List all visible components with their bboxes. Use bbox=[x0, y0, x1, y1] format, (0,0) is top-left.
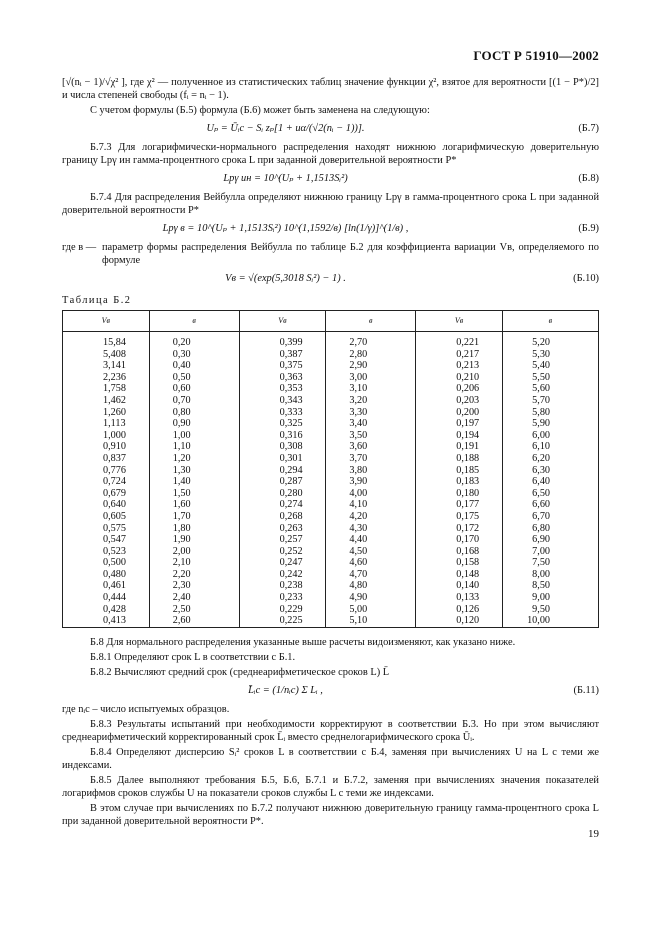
table-cell: 0,194 bbox=[416, 430, 503, 442]
table-cell: 0,287 bbox=[239, 476, 326, 488]
table-row bbox=[63, 453, 599, 465]
table-cell: 3,30 bbox=[326, 407, 416, 419]
table-row bbox=[63, 546, 599, 558]
formula-number: (Б.11) bbox=[573, 684, 599, 696]
table-cell: 0,316 bbox=[239, 430, 326, 442]
weibull-table bbox=[62, 310, 599, 628]
table-cell: 0,375 bbox=[239, 360, 326, 372]
table-cell: 3,90 bbox=[326, 476, 416, 488]
table-cell: 0,225 bbox=[239, 615, 326, 627]
table-cell: 2,50 bbox=[149, 604, 239, 616]
table-cell: 0,206 bbox=[416, 383, 503, 395]
table-cell: 0,229 bbox=[239, 604, 326, 616]
header-cell: Vв bbox=[63, 311, 150, 332]
table-cell: 3,60 bbox=[326, 441, 416, 453]
table-caption: Таблица Б.2 bbox=[62, 295, 132, 306]
table-cell: 0,242 bbox=[239, 569, 326, 581]
table-cell: 5,60 bbox=[502, 383, 598, 395]
table-cell: 0,126 bbox=[416, 604, 503, 616]
table-row bbox=[63, 499, 599, 511]
table-row bbox=[63, 372, 599, 384]
formula-expression: Uₚ = Ūᵢc − Sᵢ zₚ[1 + uα/(√2(nᵢ − 1))]. bbox=[206, 123, 365, 134]
table-row bbox=[63, 383, 599, 395]
table-cell: 0,399 bbox=[239, 332, 326, 349]
formula-b9 bbox=[62, 220, 599, 238]
table-cell: 2,10 bbox=[149, 557, 239, 569]
table-cell: 0,274 bbox=[239, 499, 326, 511]
table-row bbox=[63, 580, 599, 592]
table-row bbox=[63, 418, 599, 430]
table-cell: 0,776 bbox=[63, 465, 150, 477]
table-cell: 0,183 bbox=[416, 476, 503, 488]
formula-expression: Vв = √(exp(5,3018 Sᵢ²) − 1) . bbox=[225, 273, 346, 284]
table-cell: 0,444 bbox=[63, 592, 150, 604]
table-cell: 15,84 bbox=[63, 332, 150, 349]
table-cell: 0,257 bbox=[239, 534, 326, 546]
table-cell: 0,175 bbox=[416, 511, 503, 523]
table-cell: 0,363 bbox=[239, 372, 326, 384]
table-cell: 1,000 bbox=[63, 430, 150, 442]
table-cell: 0,210 bbox=[416, 372, 503, 384]
header-cell: в bbox=[326, 311, 416, 332]
table-cell: 0,247 bbox=[239, 557, 326, 569]
header-cell: Vв bbox=[239, 311, 326, 332]
table-cell: 0,200 bbox=[416, 407, 503, 419]
table-cell: 0,353 bbox=[239, 383, 326, 395]
intro-replacement-text: С учетом формулы (Б.5) формула (Б.6) может быть заменена на следующую: bbox=[90, 105, 430, 116]
table-cell: 2,236 bbox=[63, 372, 150, 384]
table-cell: 0,217 bbox=[416, 349, 503, 361]
table-cell: 4,80 bbox=[326, 580, 416, 592]
table-row bbox=[63, 569, 599, 581]
table-cell: 0,60 bbox=[149, 383, 239, 395]
table-cell: 1,10 bbox=[149, 441, 239, 453]
table-cell: 0,333 bbox=[239, 407, 326, 419]
table-cell: 5,80 bbox=[502, 407, 598, 419]
table-cell: 0,500 bbox=[63, 557, 150, 569]
table-cell: 3,20 bbox=[326, 395, 416, 407]
table-cell: 5,10 bbox=[326, 615, 416, 627]
section-b84: Б.8.4 Определяют дисперсию Sᵢ² сроков L в соответствии с Б.4, заменяя при вычислениях U на L с теми же индексами. bbox=[62, 746, 599, 771]
table-cell: 4,50 bbox=[326, 546, 416, 558]
formula-number: (Б.7) bbox=[578, 123, 599, 134]
section-b82: Б.8.2 Вычисляют средний срок (среднеарифметическое сроков L) L̄ bbox=[90, 666, 390, 678]
table-cell: 3,70 bbox=[326, 453, 416, 465]
table-cell: 0,428 bbox=[63, 604, 150, 616]
table-cell: 0,177 bbox=[416, 499, 503, 511]
formula-b8 bbox=[62, 170, 599, 188]
table-cell: 0,188 bbox=[416, 453, 503, 465]
table-cell: 0,140 bbox=[416, 580, 503, 592]
table-row bbox=[63, 523, 599, 535]
table-cell: 0,461 bbox=[63, 580, 150, 592]
table-cell: 0,301 bbox=[239, 453, 326, 465]
table-cell: 0,605 bbox=[63, 511, 150, 523]
table-cell: 5,70 bbox=[502, 395, 598, 407]
table-cell: 5,50 bbox=[502, 372, 598, 384]
table-cell: 5,40 bbox=[502, 360, 598, 372]
table-cell: 0,679 bbox=[63, 488, 150, 500]
table-cell: 1,260 bbox=[63, 407, 150, 419]
table-cell: 6,50 bbox=[502, 488, 598, 500]
table-cell: 3,00 bbox=[326, 372, 416, 384]
table-cell: 2,20 bbox=[149, 569, 239, 581]
table-cell: 9,00 bbox=[502, 592, 598, 604]
table-cell: 3,141 bbox=[63, 360, 150, 372]
table-cell: 4,70 bbox=[326, 569, 416, 581]
table-row bbox=[63, 604, 599, 616]
table-cell: 0,221 bbox=[416, 332, 503, 349]
table-cell: 0,20 bbox=[149, 332, 239, 349]
table-cell: 4,90 bbox=[326, 592, 416, 604]
formula-number: (Б.9) bbox=[578, 223, 599, 234]
table-cell: 2,70 bbox=[326, 332, 416, 349]
table-cell: 0,30 bbox=[149, 349, 239, 361]
table-row bbox=[63, 557, 599, 569]
table-cell: 0,50 bbox=[149, 372, 239, 384]
table-row bbox=[63, 615, 599, 627]
table-cell: 0,133 bbox=[416, 592, 503, 604]
table-cell: 2,90 bbox=[326, 360, 416, 372]
table-cell: 4,20 bbox=[326, 511, 416, 523]
table-cell: 0,387 bbox=[239, 349, 326, 361]
table-cell: 0,170 bbox=[416, 534, 503, 546]
table-cell: 7,50 bbox=[502, 557, 598, 569]
formula-b10 bbox=[62, 270, 599, 288]
formula-expression: Lpγ в = 10^(Uₚ + 1,1513Sᵢ²) 10^(1,1592/в) [ln(1/γ)]^(1/в) , bbox=[162, 223, 409, 234]
definition-text: параметр формы распределения Вейбулла по таблице Б.2 для коэффициента вариации Vв, определяемого по формуле bbox=[102, 242, 599, 266]
table-cell: 1,00 bbox=[149, 430, 239, 442]
table-cell: 0,90 bbox=[149, 418, 239, 430]
formula-expression: Lpγ ин = 10^(Uₚ + 1,1513Sᵢ²) bbox=[223, 173, 348, 184]
table-cell: 6,20 bbox=[502, 453, 598, 465]
table-cell: 0,575 bbox=[63, 523, 150, 535]
formula-number: (Б.8) bbox=[578, 173, 599, 184]
intro-paragraph: [√(nᵢ − 1)/√χ² ], где χ² — полученное из статистических таблиц значение функции χ², взятое для вероятности [(1 − P*)/2] и числа степеней свободы (fᵢ = nᵢ − 1). bbox=[62, 77, 599, 101]
table-row bbox=[63, 360, 599, 372]
table-cell: 8,00 bbox=[502, 569, 598, 581]
table-cell: 4,30 bbox=[326, 523, 416, 535]
table-cell: 1,20 bbox=[149, 453, 239, 465]
table-cell: 0,197 bbox=[416, 418, 503, 430]
table-cell: 0,837 bbox=[63, 453, 150, 465]
where-nic: где nᵢc – число испытуемых образцов. bbox=[62, 703, 230, 715]
table-cell: 1,80 bbox=[149, 523, 239, 535]
table-cell: 8,50 bbox=[502, 580, 598, 592]
page-number: 19 bbox=[588, 828, 599, 840]
header-cell: в bbox=[502, 311, 598, 332]
section-b81: Б.8.1 Определяют срок L в соответствии с Б.1. bbox=[90, 651, 296, 663]
table-cell: 0,343 bbox=[239, 395, 326, 407]
table-cell: 1,90 bbox=[149, 534, 239, 546]
table-cell: 4,60 bbox=[326, 557, 416, 569]
table-cell: 0,172 bbox=[416, 523, 503, 535]
table-header-row bbox=[63, 311, 599, 332]
table-cell: 5,20 bbox=[502, 332, 598, 349]
document-header: ГОСТ Р 51910—2002 bbox=[473, 48, 599, 63]
table-cell: 6,30 bbox=[502, 465, 598, 477]
table-cell: 3,80 bbox=[326, 465, 416, 477]
table-row bbox=[63, 534, 599, 546]
table-cell: 0,325 bbox=[239, 418, 326, 430]
table-cell: 3,10 bbox=[326, 383, 416, 395]
table-row bbox=[63, 511, 599, 523]
table-cell: 5,30 bbox=[502, 349, 598, 361]
table-cell: 1,30 bbox=[149, 465, 239, 477]
table-row bbox=[63, 476, 599, 488]
table-cell: 1,70 bbox=[149, 511, 239, 523]
table-cell: 0,480 bbox=[63, 569, 150, 581]
definition-term: где в — bbox=[62, 242, 97, 253]
table-cell: 0,413 bbox=[63, 615, 150, 627]
table-cell: 7,00 bbox=[502, 546, 598, 558]
table-cell: 0,180 bbox=[416, 488, 503, 500]
table-row bbox=[63, 332, 599, 349]
table-cell: 2,00 bbox=[149, 546, 239, 558]
final-paragraph: В этом случае при вычислениях по Б.7.2 получают нижнюю доверительную границу гамма-процентного срока L при заданной доверительной вероятности P*. bbox=[62, 802, 599, 827]
table-cell: 2,40 bbox=[149, 592, 239, 604]
table-cell: 6,00 bbox=[502, 430, 598, 442]
table-cell: 0,523 bbox=[63, 546, 150, 558]
table-cell: 0,185 bbox=[416, 465, 503, 477]
table-cell: 0,120 bbox=[416, 615, 503, 627]
table-cell: 5,00 bbox=[326, 604, 416, 616]
table-cell: 6,60 bbox=[502, 499, 598, 511]
formula-expression: L̄ᵢc = (1/nᵢc) Σ Lᵢ , bbox=[248, 684, 323, 696]
table-row bbox=[63, 592, 599, 604]
table-cell: 6,40 bbox=[502, 476, 598, 488]
page-body bbox=[62, 76, 599, 830]
section-b73: Б.7.3 Для логарифмически-нормального распределения находят нижнюю логарифмическую доверительную границу Lpγ ин гамма-процентного срока L при заданной доверительной вероятности P* bbox=[62, 142, 599, 166]
table-cell: 0,238 bbox=[239, 580, 326, 592]
table-cell: 3,50 bbox=[326, 430, 416, 442]
table-cell: 6,10 bbox=[502, 441, 598, 453]
table-cell: 2,30 bbox=[149, 580, 239, 592]
table-cell: 0,640 bbox=[63, 499, 150, 511]
table-cell: 3,40 bbox=[326, 418, 416, 430]
table-row bbox=[63, 349, 599, 361]
table-cell: 4,10 bbox=[326, 499, 416, 511]
header-cell: в bbox=[149, 311, 239, 332]
table-cell: 0,158 bbox=[416, 557, 503, 569]
table-cell: 4,40 bbox=[326, 534, 416, 546]
table-cell: 0,40 bbox=[149, 360, 239, 372]
table-cell: 0,294 bbox=[239, 465, 326, 477]
header-cell: Vв bbox=[416, 311, 503, 332]
table-cell: 0,910 bbox=[63, 441, 150, 453]
table-row bbox=[63, 430, 599, 442]
table-row bbox=[63, 488, 599, 500]
section-b74: Б.7.4 Для распределения Вейбулла определяют нижнюю границу Lpγ в гамма-процентного срока L при заданной доверительной вероятности P* bbox=[62, 192, 599, 216]
table-cell: 0,233 bbox=[239, 592, 326, 604]
table-cell: 1,462 bbox=[63, 395, 150, 407]
section-b85: Б.8.5 Далее выполняют требования Б.5, Б.6, Б.7.1 и Б.7.2, заменяя при вычислениях значения показателей логарифмов сроков службы U на показатели сроков службы L с теми же индексами. bbox=[62, 774, 599, 799]
table-cell: 9,50 bbox=[502, 604, 598, 616]
table-cell: 0,724 bbox=[63, 476, 150, 488]
table-cell: 0,547 bbox=[63, 534, 150, 546]
table-cell: 0,168 bbox=[416, 546, 503, 558]
section-b8: Б.8 Для нормального распределения указанные выше расчеты видоизменяют, как указано ниже. bbox=[90, 636, 516, 648]
table-row bbox=[63, 395, 599, 407]
table-cell: 1,40 bbox=[149, 476, 239, 488]
table-cell: 5,90 bbox=[502, 418, 598, 430]
definition-block bbox=[62, 241, 599, 267]
table-cell: 10,00 bbox=[502, 615, 598, 627]
table-cell: 0,252 bbox=[239, 546, 326, 558]
formula-b7 bbox=[62, 120, 599, 138]
table-cell: 0,80 bbox=[149, 407, 239, 419]
table-cell: 2,80 bbox=[326, 349, 416, 361]
table-cell: 0,70 bbox=[149, 395, 239, 407]
table-cell: 0,308 bbox=[239, 441, 326, 453]
table-row bbox=[63, 441, 599, 453]
table-cell: 1,50 bbox=[149, 488, 239, 500]
table-cell: 6,90 bbox=[502, 534, 598, 546]
table-cell: 0,213 bbox=[416, 360, 503, 372]
table-cell: 0,203 bbox=[416, 395, 503, 407]
table-row bbox=[63, 465, 599, 477]
table-cell: 0,268 bbox=[239, 511, 326, 523]
table-cell: 1,758 bbox=[63, 383, 150, 395]
formula-number: (Б.10) bbox=[573, 273, 599, 284]
table-cell: 2,60 bbox=[149, 615, 239, 627]
table-cell: 0,148 bbox=[416, 569, 503, 581]
table-row bbox=[63, 407, 599, 419]
table-cell: 0,191 bbox=[416, 441, 503, 453]
table-cell: 6,70 bbox=[502, 511, 598, 523]
table-cell: 0,280 bbox=[239, 488, 326, 500]
table-cell: 1,113 bbox=[63, 418, 150, 430]
section-b83: Б.8.3 Результаты испытаний при необходимости корректируют в соответствии Б.3. Но при этом вычисляют среднеарифметический корректированный срок L̄ᵢ вместо среднелогарифмического срока Ūᵢ. bbox=[62, 718, 599, 743]
table-cell: 5,408 bbox=[63, 349, 150, 361]
table-cell: 6,80 bbox=[502, 523, 598, 535]
table-cell: 0,263 bbox=[239, 523, 326, 535]
table-cell: 1,60 bbox=[149, 499, 239, 511]
table-cell: 4,00 bbox=[326, 488, 416, 500]
formula-b11 bbox=[62, 682, 599, 700]
